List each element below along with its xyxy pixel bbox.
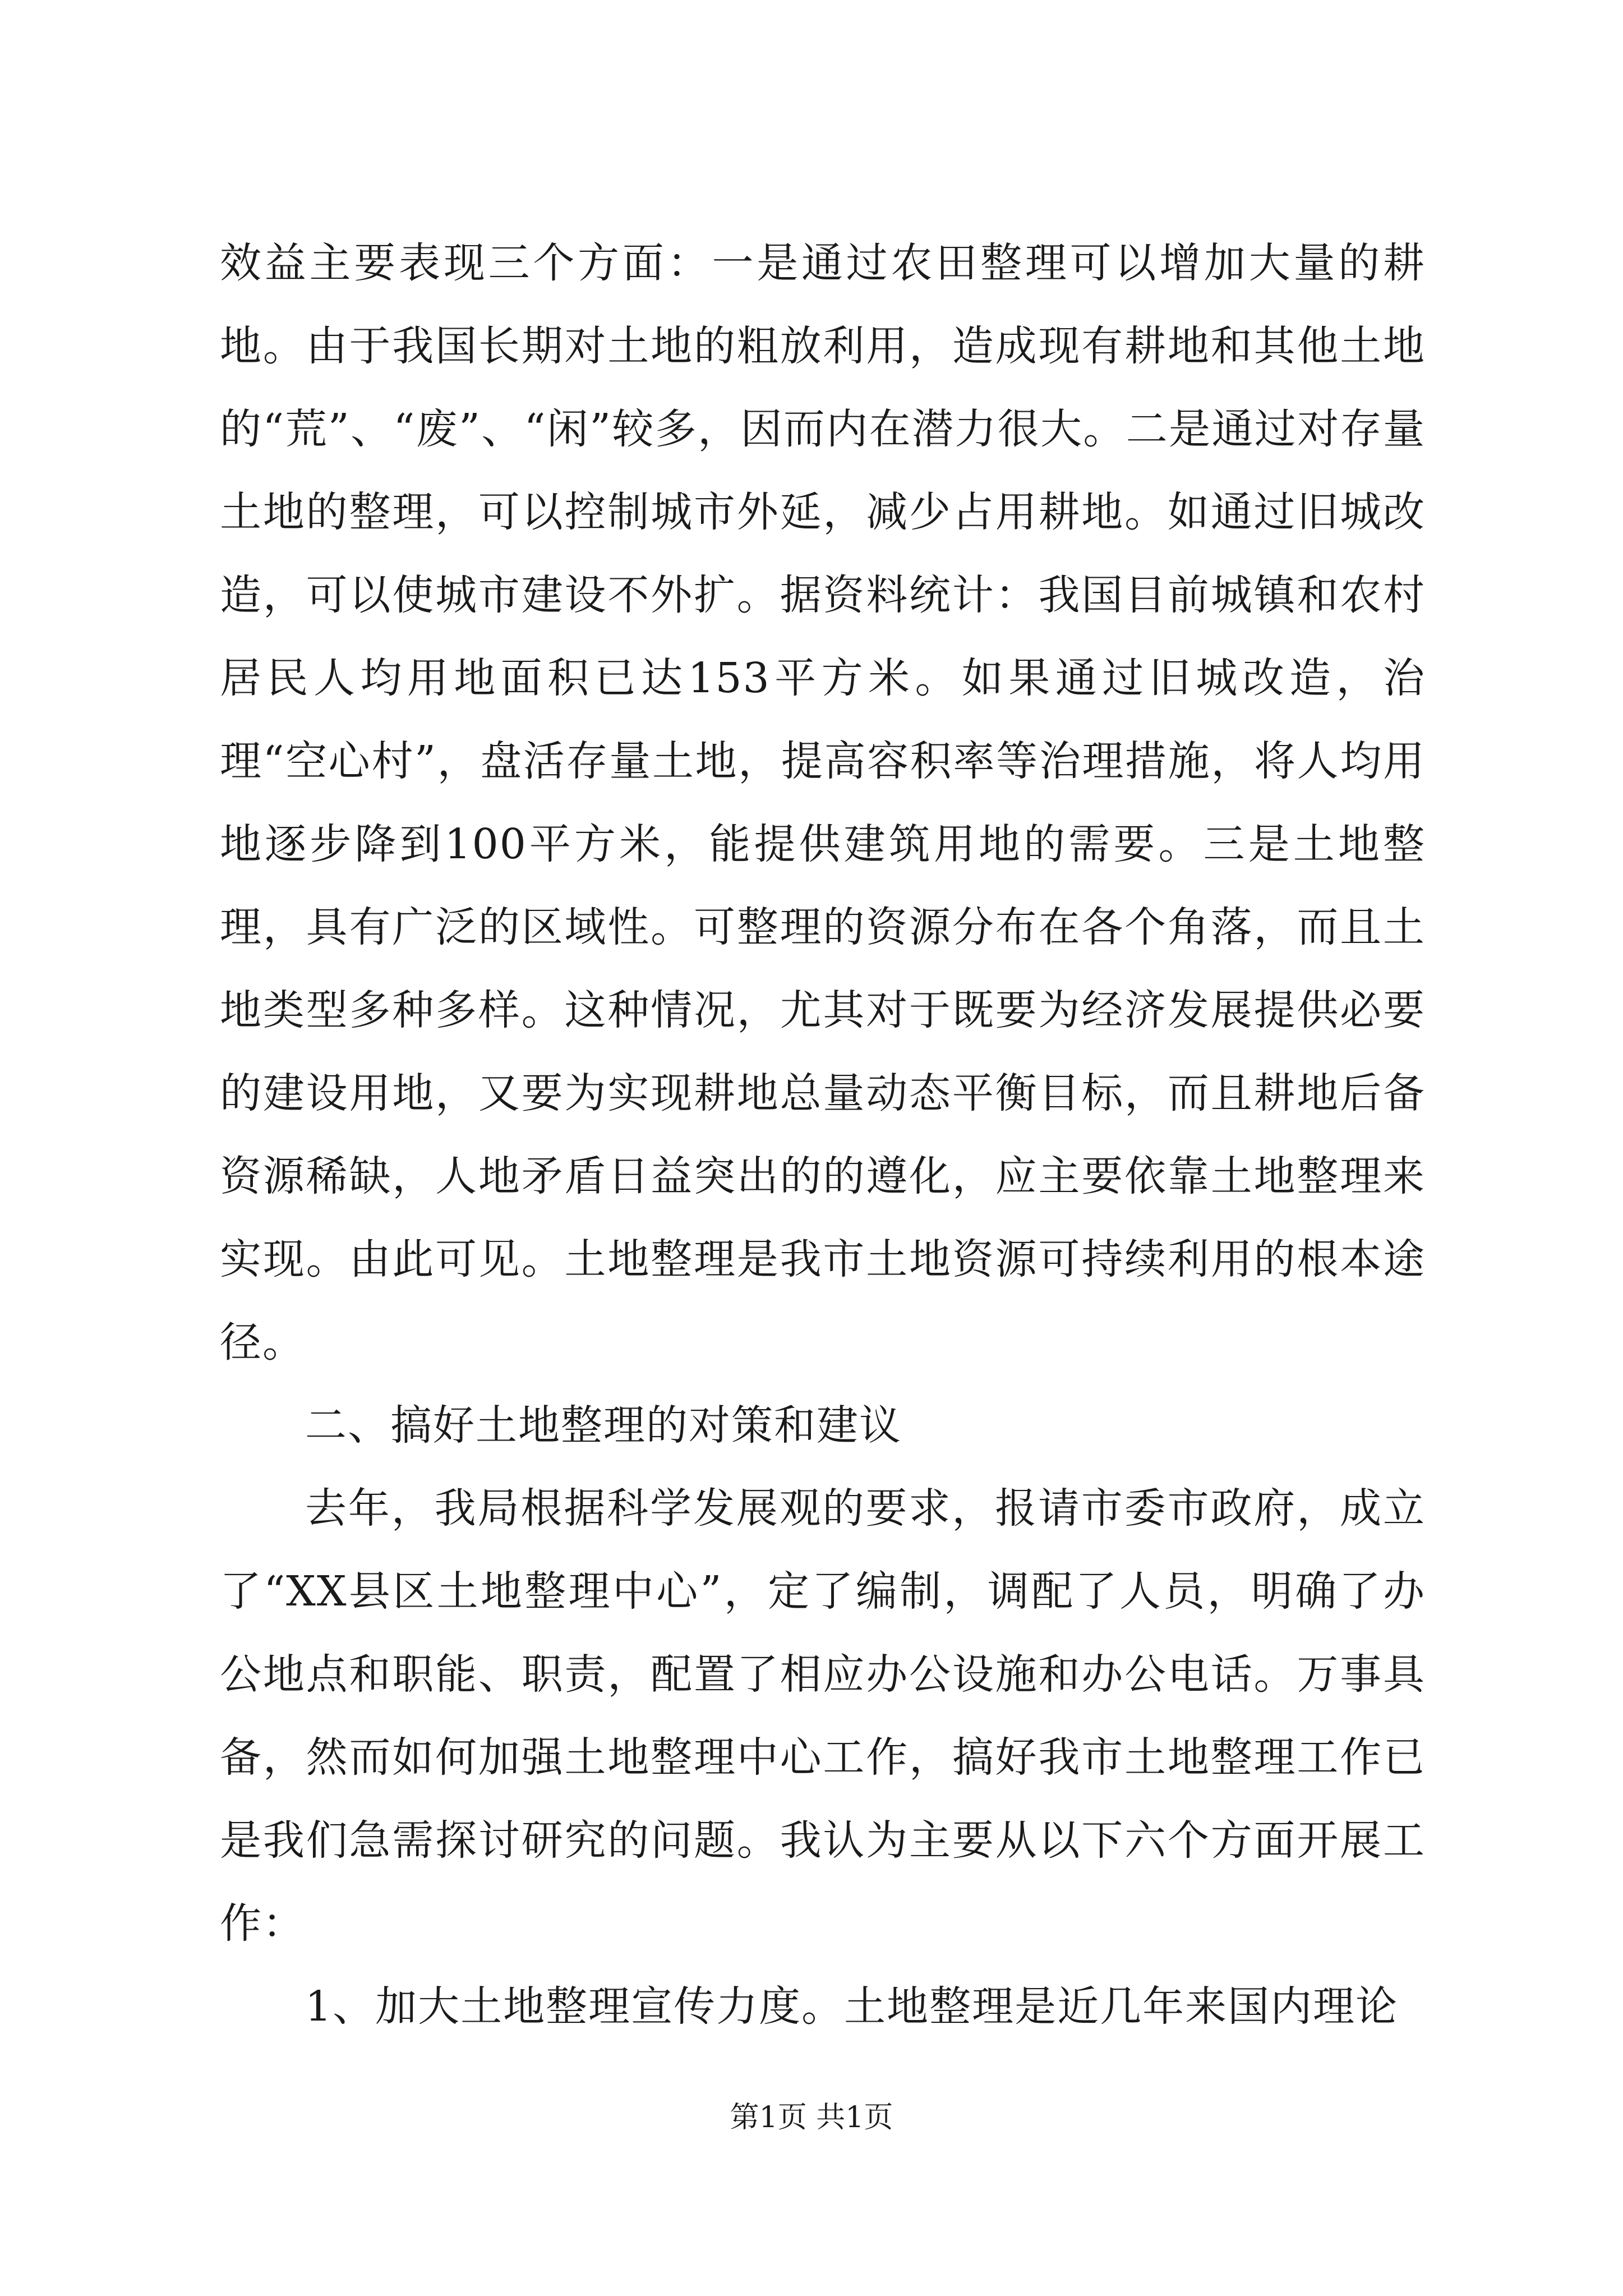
document-body (220, 222, 1426, 2048)
page-number-footer: 第1页 共1页 (730, 2101, 893, 2134)
paragraph-land-consolidation-center: 去年，我局根据科学发展观的要求，报请市委市政府，成立了“XX县区土地整理中心”，定了编制，调配了人员，明确了办公地点和职能、职责，配置了相应办公设施和办公电话。万事具备，然而如何加强土地整理中心工作，搞好我市土地整理工作已是我们急需探讨研究的问题。我认为主要从以下六个方面开展工作： (220, 1484, 1426, 1948)
paragraph-land-consolidation-benefits: 效益主要表现三个方面：一是通过农田整理可以增加大量的耕地。由于我国长期对土地的粗放利用，造成现有耕地和其他土地的“荒”、“废”、“闲”较多，因而内在潜力很大。二是通过对存量土地的整理，可以控制城市外延，减少占用耕地。如通过旧城改造，可以使城市建设不外扩。据资料统计：我国目前城镇和农村居民人均用地面积已达153平方米。如果通过旧城改造，治理“空心村”，盘活存量土地，提高容积率等治理措施，将人均用地逐步降到100平方米，能提供建筑用地的需要。三是土地整理，具有广泛的区域性。可整理的资源分布在各个角落，而且土地类型多种多样。这种情况，尤其对于既要为经济发展提供必要的建设用地，又要为实现耕地总量动态平衡目标，而且耕地后备资源稀缺，人地矛盾日益突出的的遵化，应主要依靠土地整理来实现。由此可见。土地整理是我市土地资源可持续利用的根本途径。 (220, 239, 1426, 1366)
section-heading-countermeasures: 二、搞好土地整理的对策和建议 (305, 1401, 902, 1450)
paragraph-publicity-item: 1、加大土地整理宣传力度。土地整理是近几年来国内理论 (305, 1982, 1399, 2031)
